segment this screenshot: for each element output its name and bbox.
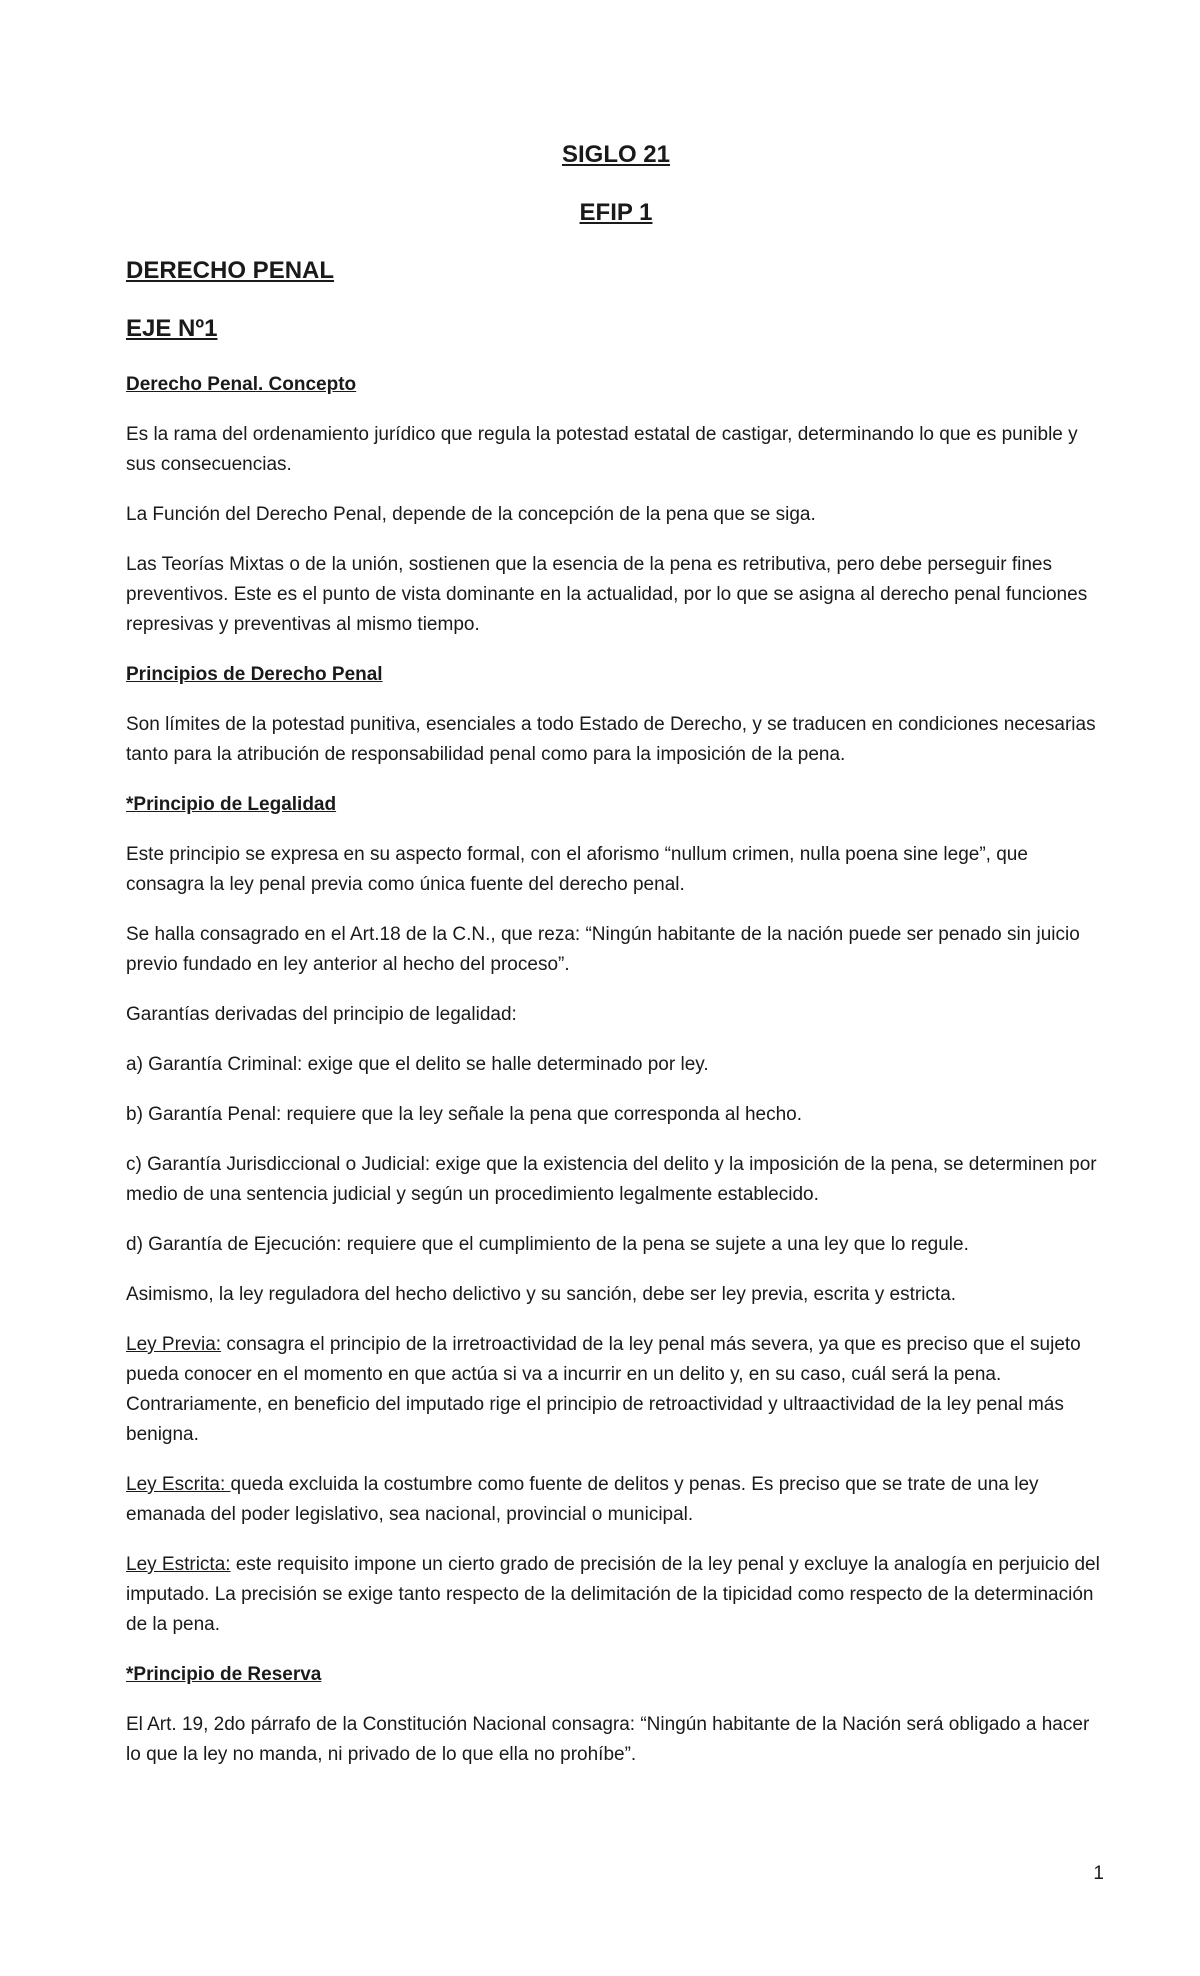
term-ley-estricta: Ley Estricta: (126, 1554, 231, 1575)
heading-reserva: *Principio de Reserva (126, 1664, 322, 1685)
heading-legalidad: *Principio de Legalidad (126, 794, 337, 815)
paragraph-concepto-1: Es la rama del ordenamiento jurídico que regula la potestad estatal de castigar, determinando lo que es punible y sus consecuencias. (126, 424, 1078, 475)
list-item-garantia-criminal: a) Garantía Criminal: exige que el delito se halle determinado por ley. (126, 1054, 709, 1075)
paragraph-ley-estricta (126, 1550, 1106, 1640)
page-content (126, 138, 1106, 1790)
term-ley-escrita: Ley Escrita: (126, 1474, 231, 1495)
paragraph-ley-previa (126, 1330, 1106, 1450)
axis-title: EJE Nº1 (126, 315, 218, 342)
page-number: 1 (1093, 1863, 1104, 1884)
list-item-garantia-jurisdiccional: c) Garantía Jurisdiccional o Judicial: exige que la existencia del delito y la imposición de la pena, se determinen por medio de una sentencia judicial y según un procedimiento legalmente establecido. (126, 1154, 1097, 1205)
text-ley-escrita: queda excluida la costumbre como fuente de delitos y penas. Es preciso que se trate de una ley emanada del poder legislativo, sea nacional, provincial o municipal. (126, 1474, 1039, 1525)
paragraph-legalidad-2: Se halla consagrado en el Art.18 de la C.N., que reza: “Ningún habitante de la nación puede ser penado sin juicio previo fundado en ley anterior al hecho del proceso”. (126, 924, 1080, 975)
heading-concepto: Derecho Penal. Concepto (126, 374, 357, 395)
paragraph-concepto-3: Las Teorías Mixtas o de la unión, sostienen que la esencia de la pena es retributiva, pero debe perseguir fines preventivos. Este es el punto de vista dominante en la actualidad, por lo que se asigna al derecho penal funciones represivas y preventivas al mismo tiempo. (126, 554, 1088, 635)
paragraph-reserva-1: El Art. 19, 2do párrafo de la Constitución Nacional consagra: “Ningún habitante de la Nación será obligado a hacer lo que la ley no manda, ni privado de lo que ella no prohíbe”. (126, 1714, 1090, 1765)
paragraph-legalidad-4: Asimismo, la ley reguladora del hecho delictivo y su sanción, debe ser ley previa, escrita y estricta. (126, 1284, 957, 1305)
subject-title: DERECHO PENAL (126, 257, 335, 284)
list-item-garantia-ejecucion: d) Garantía de Ejecución: requiere que el cumplimiento de la pena se sujete a una ley que lo regule. (126, 1234, 969, 1255)
heading-principios: Principios de Derecho Penal (126, 664, 383, 685)
paragraph-concepto-2: La Función del Derecho Penal, depende de la concepción de la pena que se siga. (126, 504, 816, 525)
term-ley-previa: Ley Previa: (126, 1334, 222, 1355)
text-ley-previa: consagra el principio de la irretroactividad de la ley penal más severa, ya que es preciso que el sujeto pueda conocer en el momento en que actúa si va a incurrir en un delito y, en su caso, cuál será la pena. Contrariamente, en beneficio del imputado rige el principio de retroactividad y ultraactividad de la ley penal más benigna. (126, 1334, 1081, 1445)
paragraph-legalidad-3: Garantías derivadas del principio de legalidad: (126, 1004, 517, 1025)
list-item-garantia-penal: b) Garantía Penal: requiere que la ley señale la pena que corresponda al hecho. (126, 1104, 803, 1125)
paragraph-ley-escrita (126, 1470, 1106, 1530)
text-ley-estricta: este requisito impone un cierto grado de precisión de la ley penal y excluye la analogía en perjuicio del imputado. La precisión se exige tanto respecto de la delimitación de la tipicidad como respecto de la determinación de la pena. (126, 1554, 1100, 1635)
header-siglo: SIGLO 21 (561, 141, 671, 168)
header-efip: EFIP 1 (579, 199, 653, 226)
paragraph-legalidad-1: Este principio se expresa en su aspecto formal, con el aforismo “nullum crimen, nulla poena sine lege”, que consagra la ley penal previa como única fuente del derecho penal. (126, 844, 1028, 895)
paragraph-principios-1: Son límites de la potestad punitiva, esenciales a todo Estado de Derecho, y se traducen en condiciones necesarias tanto para la atribución de responsabilidad penal como para la imposición de la pena. (126, 714, 1096, 765)
